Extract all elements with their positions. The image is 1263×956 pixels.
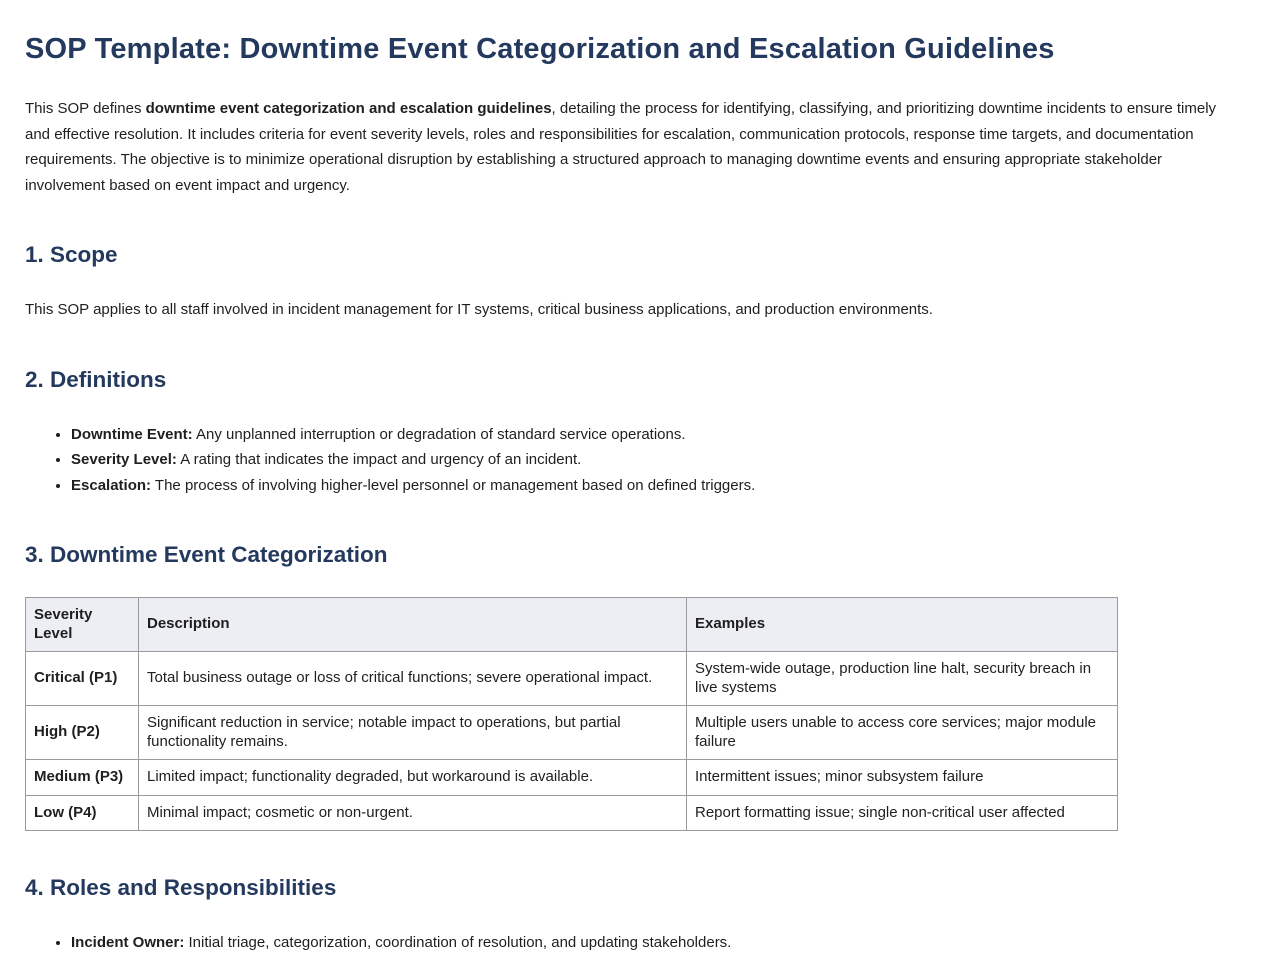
description-cell: Total business outage or loss of critical functions; severe operational impact. <box>139 652 687 706</box>
column-header-severity-level: Severity Level <box>26 598 139 652</box>
description-cell: Limited impact; functionality degraded, but workaround is available. <box>139 760 687 796</box>
intro-paragraph <box>25 96 1231 198</box>
role-text: Initial triage, categorization, coordination of resolution, and updating stakeholders. <box>184 934 732 951</box>
section-heading-categorization: 3. Downtime Event Categorization <box>25 542 388 567</box>
examples-cell: System-wide outage, production line halt, security breach in live systems <box>687 652 1118 706</box>
list-item <box>71 447 1231 473</box>
definition-text: The process of involving higher-level personnel or management based on defined triggers. <box>151 476 756 494</box>
column-header-description: Description <box>139 598 687 652</box>
severity-cell: High (P2) <box>26 706 139 760</box>
severity-cell: Low (P4) <box>26 795 139 831</box>
list-item <box>71 930 1231 956</box>
severity-table <box>25 597 1118 831</box>
table-row <box>26 652 1118 706</box>
table-row <box>26 795 1118 831</box>
definitions-list <box>25 422 1231 499</box>
section-heading-scope: 1. Scope <box>25 242 118 267</box>
examples-cell: Report formatting issue; single non-critical user affected <box>687 795 1118 831</box>
list-item <box>71 422 1231 448</box>
definition-text: A rating that indicates the impact and urgency of an incident. <box>176 451 582 468</box>
table-header-row <box>26 598 1118 652</box>
page-title: SOP Template: Downtime Event Categorization and Escalation Guidelines <box>25 33 1055 65</box>
table-row <box>26 760 1118 796</box>
description-cell: Significant reduction in service; notable impact to operations, but partial functionality remains. <box>139 706 687 760</box>
intro-rest: , detailing the process for identifying, classifying, and prioritizing downtime incidents to ensure timely and effective resolution. It includes criteria for event severity levels, roles and responsibilities for escalation, communication protocols, response time targets, and documentation requirements. The objective is to minimize operational disruption by establishing a structured approach to managing downtime events and ensuring appropriate stakeholder involvement based on event impact and urgency. <box>25 100 1217 194</box>
role-term: Incident Owner: <box>71 934 185 951</box>
column-header-examples: Examples <box>687 598 1118 652</box>
examples-cell: Intermittent issues; minor subsystem failure <box>687 760 1118 796</box>
definition-text: Any unplanned interruption or degradation of standard service operations. <box>192 425 686 443</box>
definition-term: Downtime Event: <box>71 425 193 443</box>
table-row <box>26 706 1118 760</box>
intro-lead: This SOP defines <box>25 100 146 117</box>
list-item <box>71 473 1231 499</box>
roles-list <box>25 930 1231 956</box>
intro-bold-term: downtime event categorization and escalation guidelines <box>145 100 552 117</box>
examples-cell: Multiple users unable to access core services; major module failure <box>687 706 1118 760</box>
definition-term: Severity Level: <box>71 451 177 468</box>
severity-cell: Critical (P1) <box>26 652 139 706</box>
severity-cell: Medium (P3) <box>26 760 139 796</box>
scope-paragraph: This SOP applies to all staff involved in incident management for IT systems, critical business applications, and production environments. <box>25 301 933 318</box>
section-heading-definitions: 2. Definitions <box>25 366 167 392</box>
definition-term: Escalation: <box>71 476 152 494</box>
section-heading-roles: 4. Roles and Responsibilities <box>25 875 337 900</box>
description-cell: Minimal impact; cosmetic or non-urgent. <box>139 795 687 831</box>
